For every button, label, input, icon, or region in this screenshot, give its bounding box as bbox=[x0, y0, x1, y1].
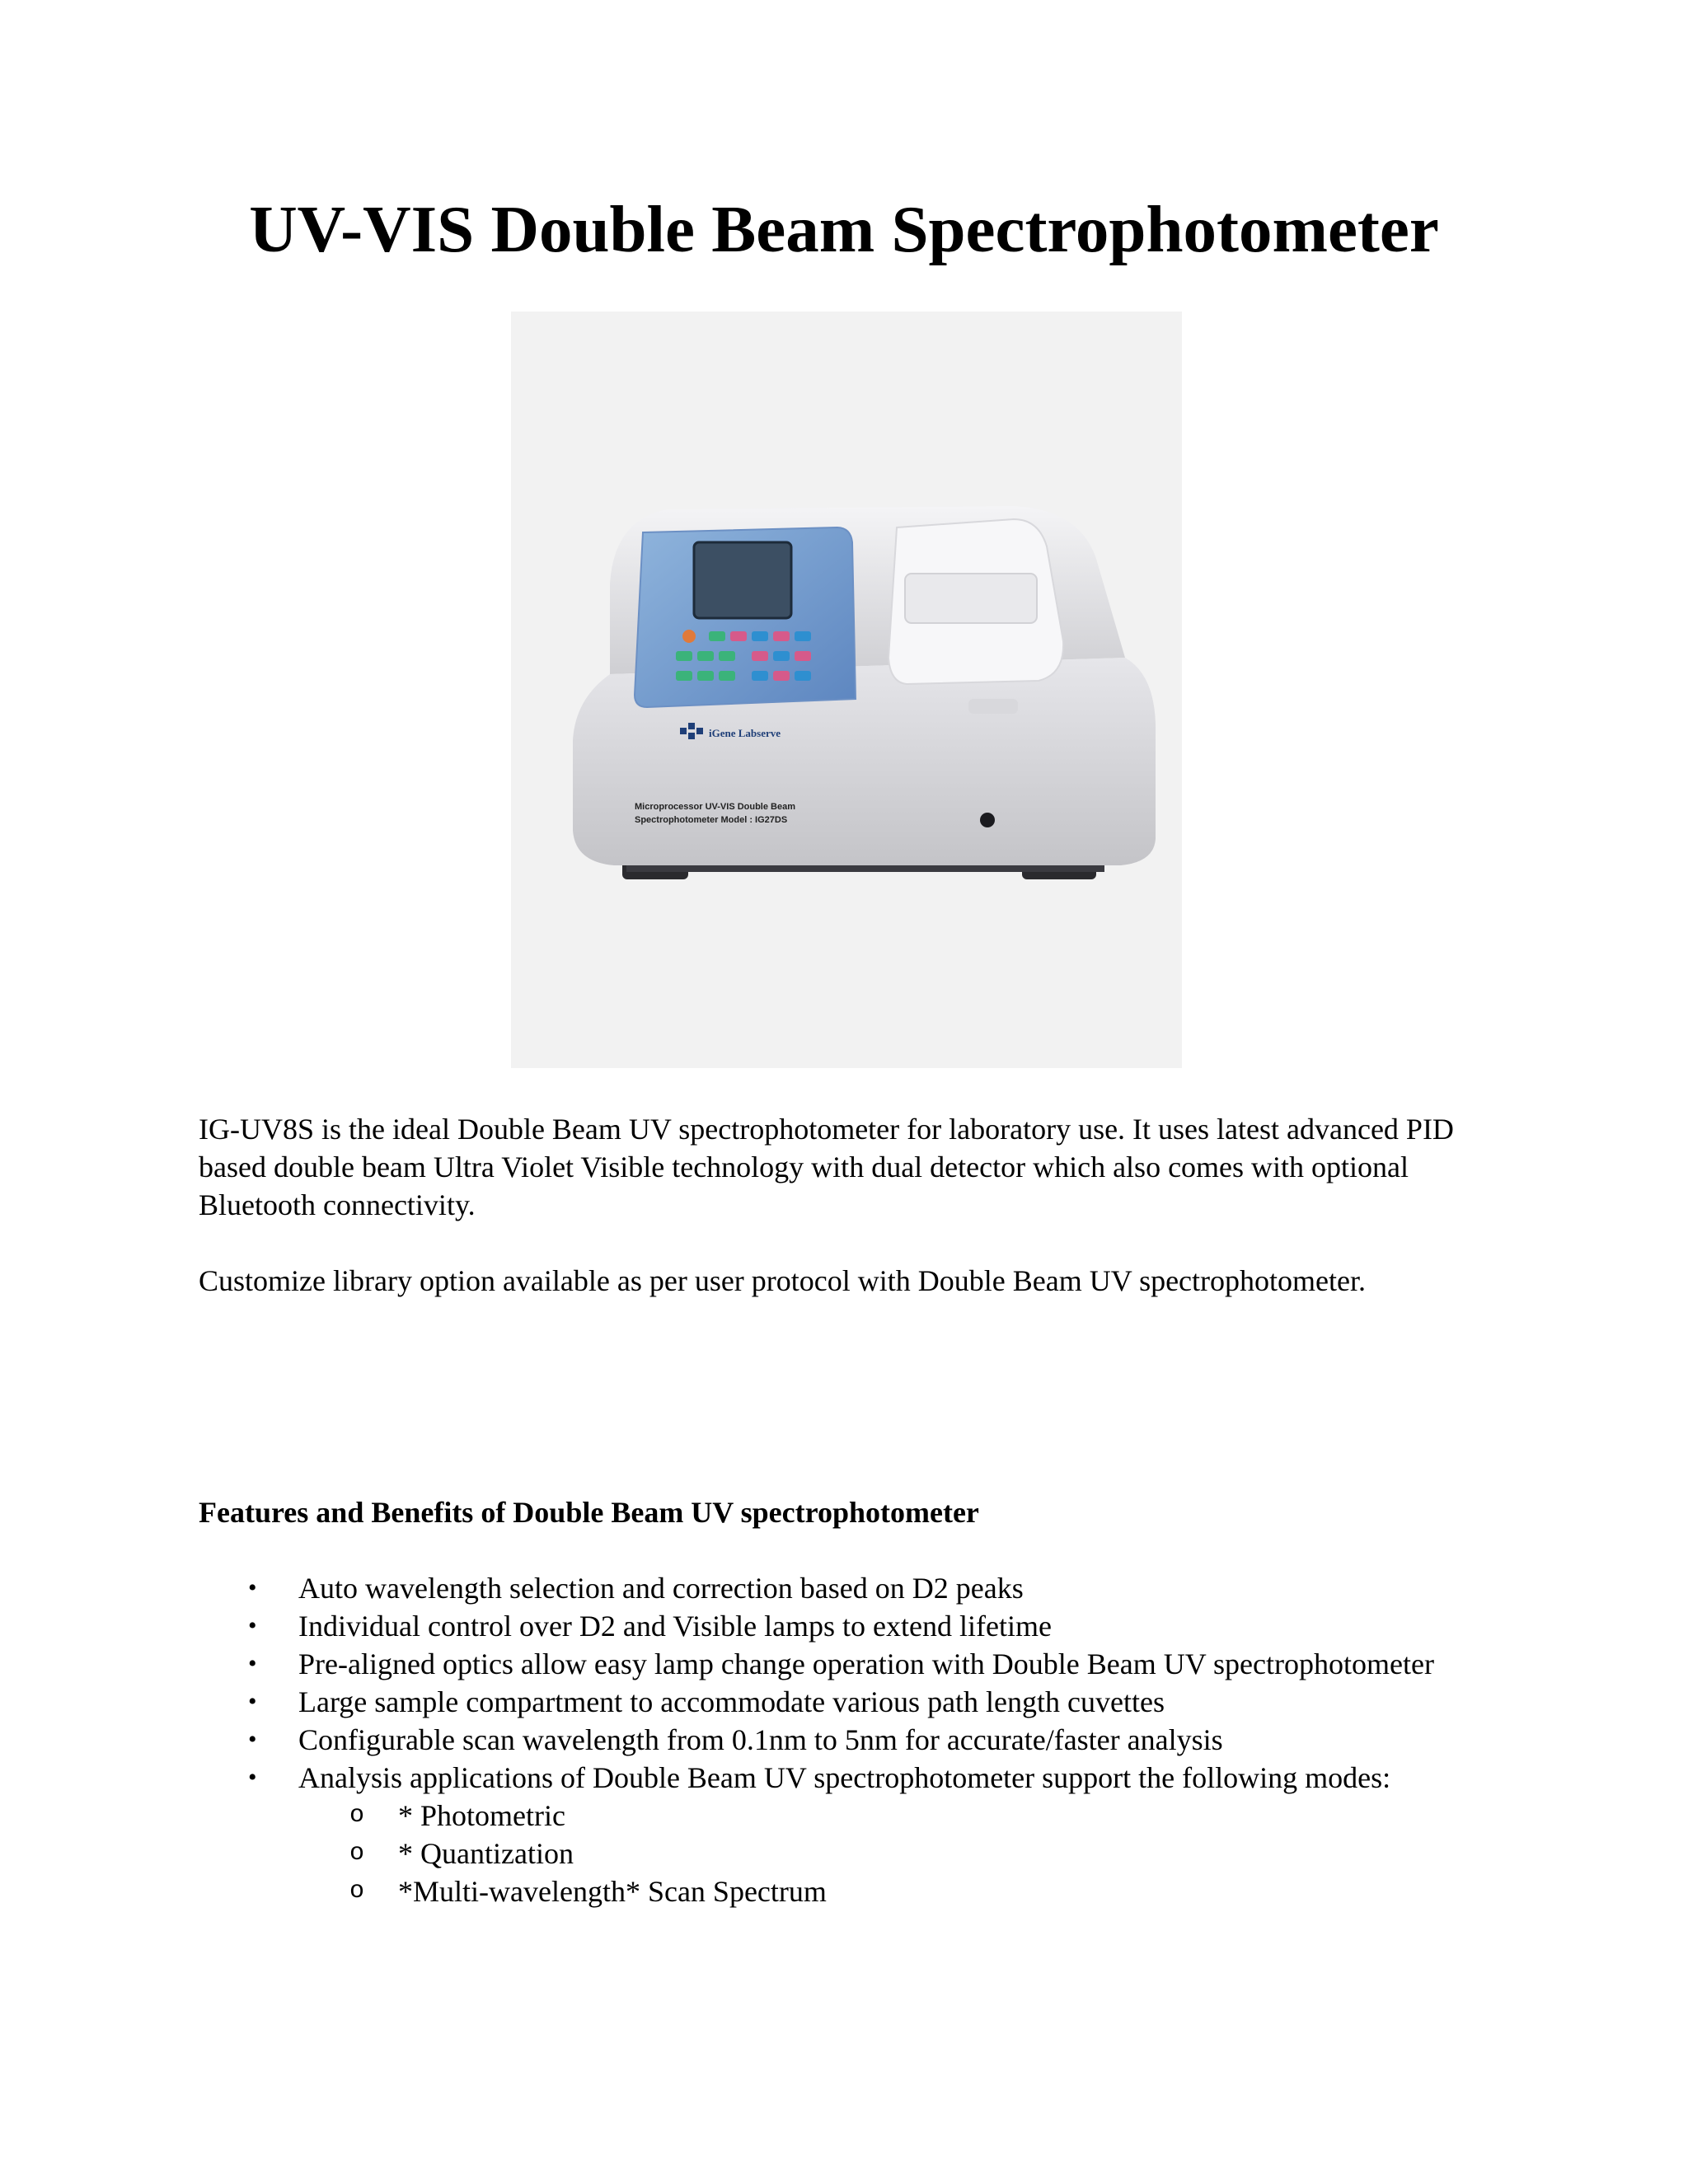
lcd-screen bbox=[694, 542, 791, 618]
mode-item bbox=[298, 1797, 1477, 1835]
intro-paragraph: IG-UV8S is the ideal Double Beam UV spectrophotometer for laboratory use. It uses latest advanced PID based double beam Ultra Violet Visible technology with dual detector which also comes with optional Bluetooth connectivity. bbox=[199, 1113, 1454, 1221]
list-item bbox=[199, 1683, 1477, 1721]
list-item bbox=[199, 1721, 1477, 1759]
model-text-line1: Microprocessor UV-VIS Double Beam bbox=[635, 802, 795, 812]
list-item-text: Pre-aligned optics allow easy lamp change operation with Double Beam UV spectrophotometer bbox=[298, 1647, 1434, 1680]
custom-library-paragraph: Customize library option available as per user protocol with Double Beam UV spectrophotometer. bbox=[199, 1264, 1366, 1297]
modes-list bbox=[298, 1797, 1477, 1910]
list-item-text: Individual control over D2 and Visible lamps to extend lifetime bbox=[298, 1610, 1052, 1643]
list-item-text: Large sample compartment to accommodate various path length cuvettes bbox=[298, 1685, 1165, 1718]
bullet-icon: • bbox=[248, 1650, 257, 1677]
mode-item-text: *Multi-wavelength* Scan Spectrum bbox=[398, 1875, 827, 1908]
sub-bullet-icon: o bbox=[349, 1877, 365, 1905]
list-item-text: Configurable scan wavelength from 0.1nm to 5nm for accurate/faster analysis bbox=[298, 1723, 1223, 1756]
page-title: UV-VIS Double Beam Spectrophotometer bbox=[249, 192, 1439, 266]
bullet-icon: • bbox=[248, 1764, 257, 1791]
bullet-icon: • bbox=[248, 1726, 257, 1753]
feature-list bbox=[199, 1569, 1501, 1910]
mode-item bbox=[298, 1872, 1477, 1910]
brand-text: iGene Labserve bbox=[709, 727, 781, 739]
list-item-text: Auto wavelength selection and correction based on D2 peaks bbox=[298, 1572, 1024, 1605]
list-item bbox=[199, 1569, 1477, 1607]
list-item bbox=[199, 1607, 1477, 1645]
front-port bbox=[980, 813, 995, 827]
list-item bbox=[199, 1645, 1477, 1683]
mode-item-text: * Quantization bbox=[398, 1837, 574, 1870]
list-item-text: Analysis applications of Double Beam UV spectrophotometer support the following modes: bbox=[298, 1761, 1391, 1794]
sub-bullet-icon: o bbox=[349, 1802, 365, 1830]
model-text-line2: Spectrophotometer Model : IG27DS bbox=[635, 815, 788, 825]
bullet-icon: • bbox=[248, 1574, 257, 1601]
mode-item-text: * Photometric bbox=[398, 1799, 565, 1832]
bullet-icon: • bbox=[248, 1688, 257, 1715]
bullet-icon: • bbox=[248, 1612, 257, 1639]
features-heading: Features and Benefits of Double Beam UV spectrophotometer bbox=[199, 1496, 979, 1529]
product-image bbox=[511, 312, 1182, 1068]
list-item bbox=[199, 1759, 1477, 1910]
sub-bullet-icon: o bbox=[349, 1840, 365, 1868]
mode-item bbox=[298, 1835, 1477, 1872]
